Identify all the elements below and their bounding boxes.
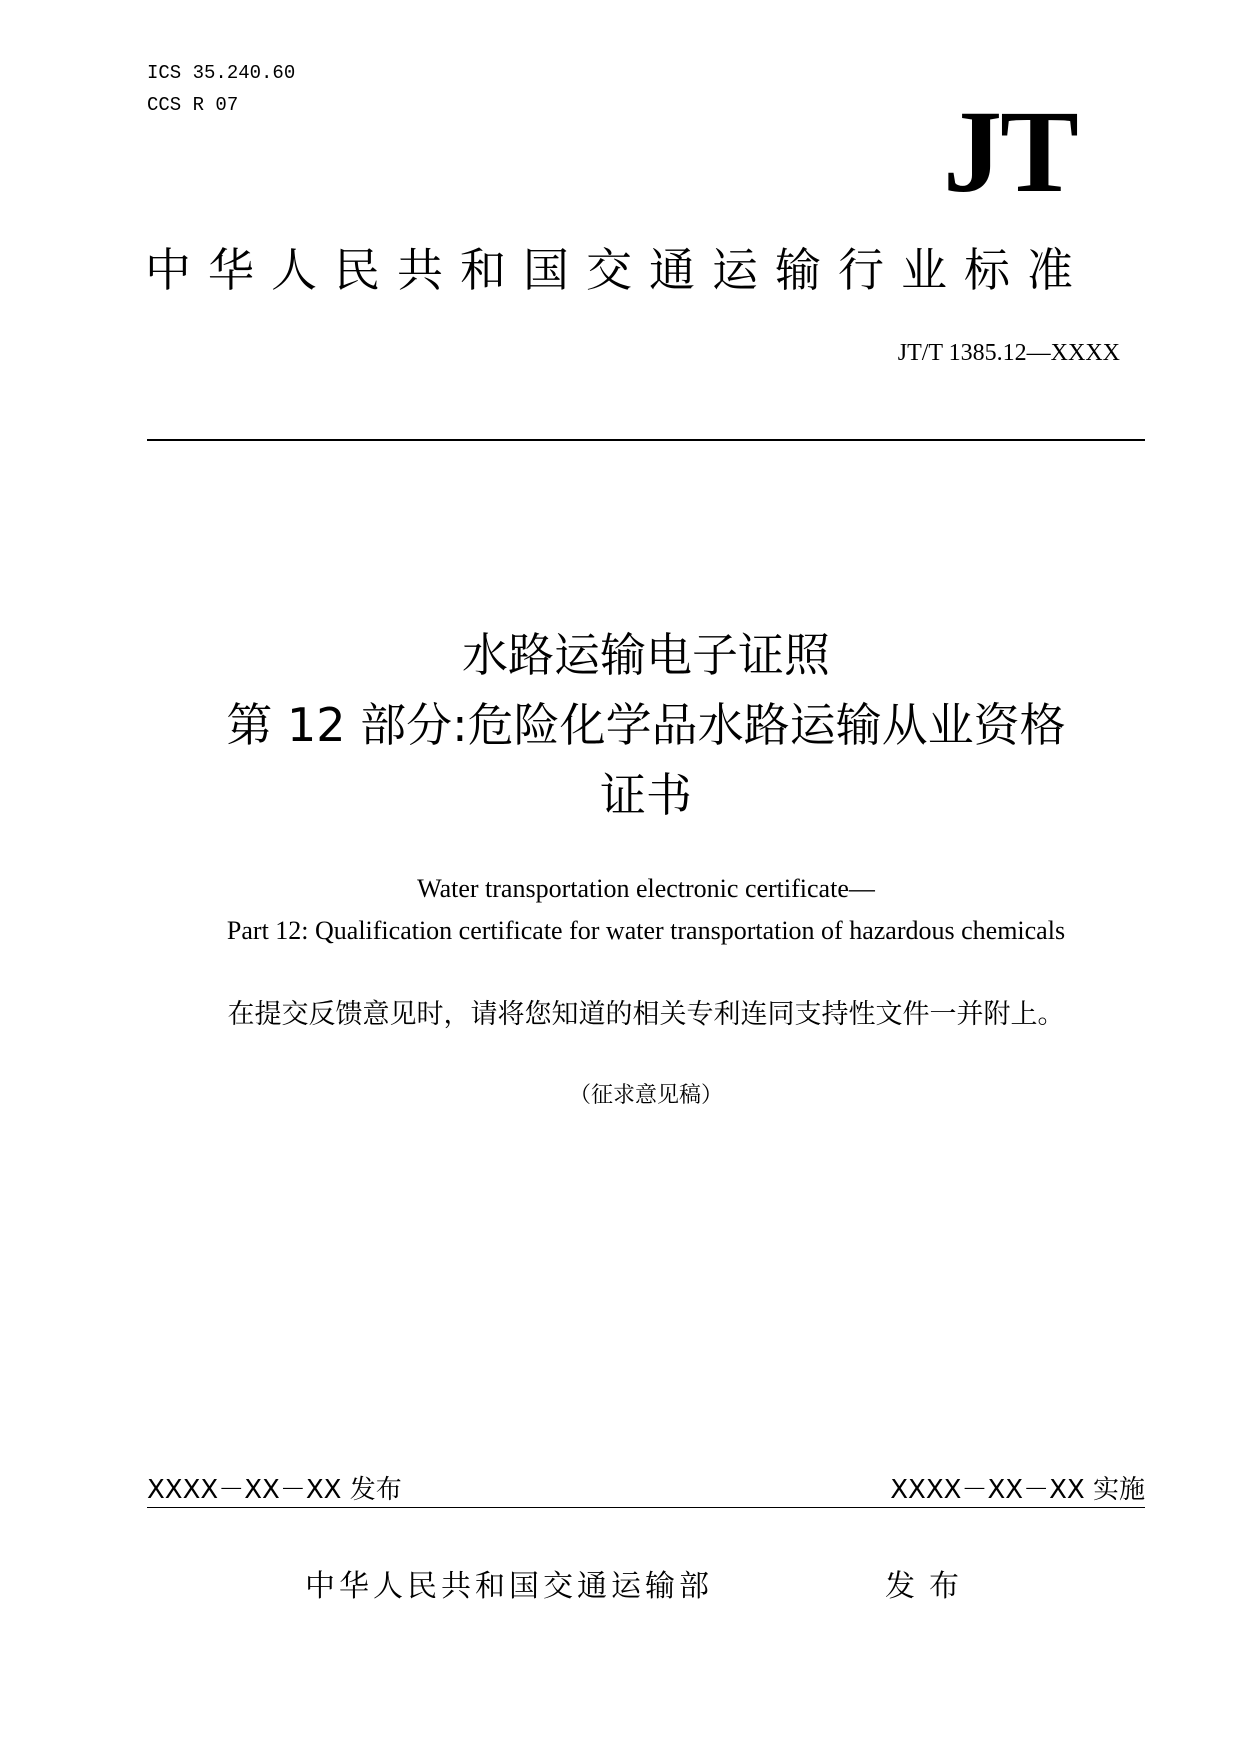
- title-line-2: 第 12 部分:危险化学品水路运输从业资格: [226, 698, 1066, 752]
- jt-logo: JT: [943, 86, 1077, 217]
- title-line-3: 证书: [600, 768, 692, 822]
- publisher-name: 中华人民共和国交通运输部: [305, 1569, 713, 1604]
- ics-code: ICS 35.240.60: [147, 62, 296, 84]
- implementation-date: XXXX－XX－XX 实施: [890, 1475, 1145, 1505]
- standard-category-title: 中华人民共和国交通运输行业标准: [145, 243, 1090, 297]
- document-title-en: [147, 868, 1145, 952]
- header-divider: [147, 439, 1145, 441]
- en-title-line-1: Water transportation electronic certificate—: [417, 874, 875, 903]
- draft-status: （征求意见稿）: [568, 1082, 723, 1107]
- document-title-cn: [147, 620, 1145, 830]
- publish-label: 发布: [885, 1569, 973, 1604]
- ccs-code: CCS R 07: [147, 94, 239, 116]
- standard-number: JT/T 1385.12—XXXX: [897, 340, 1120, 366]
- footer-divider: [147, 1507, 1145, 1508]
- title-line-1: 水路运输电子证照: [462, 628, 830, 682]
- issue-date: XXXX－XX－XX 发布: [147, 1475, 402, 1505]
- en-title-line-2: Part 12: Qualification certificate for water transportation of hazardous chemicals: [226, 916, 1066, 945]
- patent-notice: 在提交反馈意见时，请将您知道的相关专利连同支持性文件一并附上。: [227, 999, 1065, 1029]
